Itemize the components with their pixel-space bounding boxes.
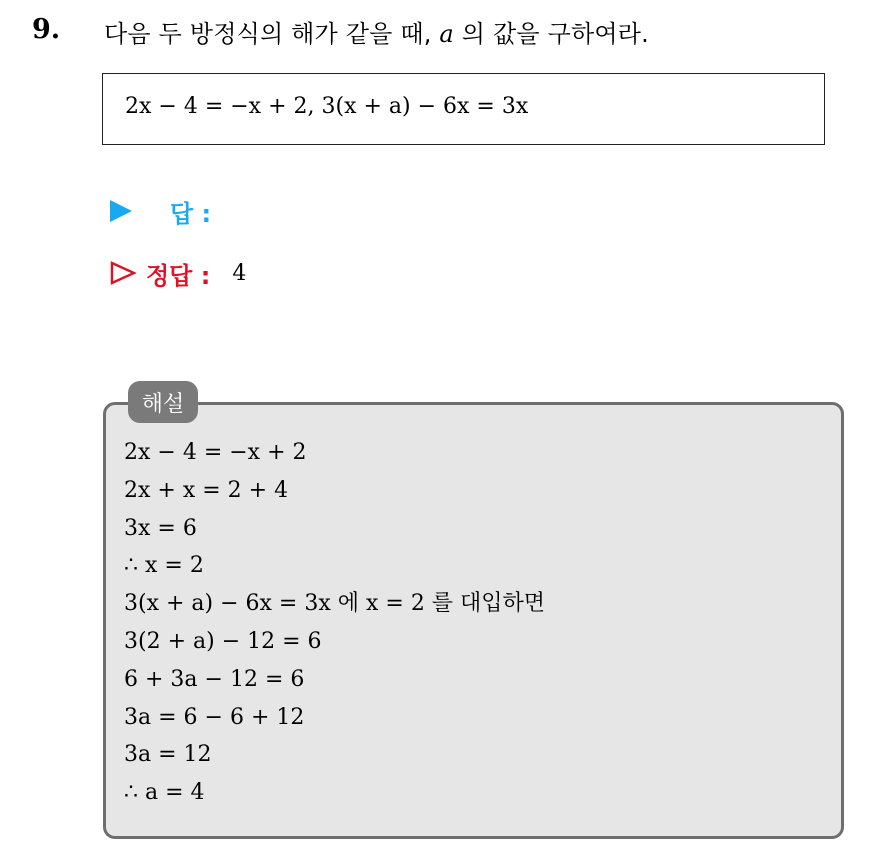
answer-label: 답 : <box>170 199 212 228</box>
solution-line: 3x = 6 <box>124 515 197 541</box>
triangle-right-filled-icon <box>110 200 132 222</box>
answer-row <box>110 195 211 227</box>
solution-line: ∴ a = 4 <box>124 780 205 806</box>
question-number: 9. <box>32 14 61 45</box>
solution-line: 3a = 12 <box>124 742 212 768</box>
solution-line: 3(2 + a) − 12 = 6 <box>124 628 322 654</box>
correct-answer-value: 4 <box>232 260 247 286</box>
solution-line: 6 + 3a − 12 = 6 <box>124 666 305 692</box>
question-variable: a <box>439 20 454 48</box>
equation-box <box>102 73 825 145</box>
correct-answer-label: 정답 : <box>146 261 211 290</box>
given-equations: 2x − 4 = −x + 2, 3(x + a) − 6x = 3x <box>125 94 529 119</box>
solution-line: ∴ x = 2 <box>124 553 204 579</box>
solution-line: 2x − 4 = −x + 2 <box>124 440 307 465</box>
solution-lines <box>124 434 545 812</box>
correct-answer-row <box>110 256 246 290</box>
solution-tab: 해설 <box>128 381 198 423</box>
solution-line: 3a = 6 − 6 + 12 <box>124 704 305 730</box>
question-text-part1: 다음 두 방정식의 해가 같을 때, <box>104 20 440 48</box>
solution-line: 3(x + a) − 6x = 3x 에 x = 2 를 대입하면 <box>124 591 546 617</box>
triangle-right-outline-icon <box>110 261 136 285</box>
question-text <box>104 14 649 49</box>
question-text-part2: 의 값을 구하여라. <box>453 20 649 48</box>
solution-line: 2x + x = 2 + 4 <box>124 477 289 503</box>
